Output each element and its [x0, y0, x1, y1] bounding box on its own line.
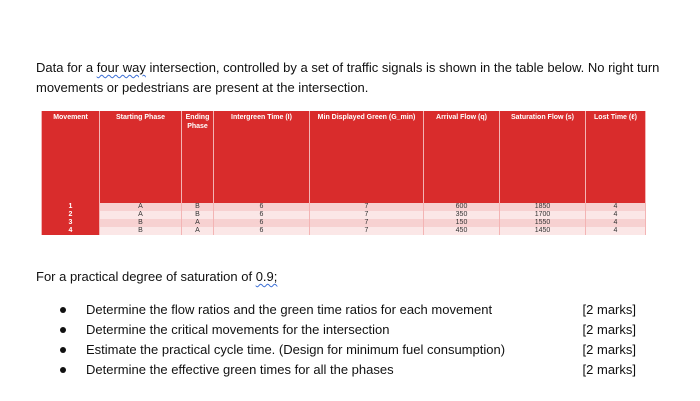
cell: B	[182, 203, 214, 211]
cell: 7	[310, 211, 424, 219]
data-table	[41, 111, 646, 235]
table-row	[42, 211, 646, 219]
task-text: Determine the effective green times for all the phases	[86, 362, 394, 377]
practical-saturation-line	[36, 268, 277, 286]
header-lost-time: Lost Time (ℓ)	[586, 111, 646, 203]
cell: 150	[424, 219, 500, 227]
task-text: Estimate the practical cycle time. (Design for minimum fuel consumption)	[86, 342, 506, 357]
header-min-displayed-green: Min Displayed Green (G_min)	[310, 111, 424, 203]
task-marks: [2 marks]	[582, 322, 636, 337]
task-text: Determine the flow ratios and the green time ratios for each movement	[86, 302, 493, 317]
header-ending-phase: Ending Phase	[182, 111, 214, 203]
cell: 4	[586, 227, 646, 235]
cell: A	[182, 227, 214, 235]
cell: 600	[424, 203, 500, 211]
cell: 7	[310, 203, 424, 211]
cell: A	[100, 211, 182, 219]
cell: 1700	[500, 211, 586, 219]
cell: B	[100, 227, 182, 235]
task-marks: [2 marks]	[582, 342, 636, 357]
table-row	[42, 219, 646, 227]
cell: 7	[310, 219, 424, 227]
cell-movement: 4	[42, 227, 100, 235]
cell-movement: 1	[42, 203, 100, 211]
cell: 4	[586, 203, 646, 211]
bullet-icon	[60, 347, 66, 353]
intro-suffix: intersection, controlled by a set of traffic signals is shown in the table below. No right turn movements or pedestrians are present at the intersection.	[36, 60, 660, 95]
bullet-icon	[60, 327, 66, 333]
intro-paragraph	[36, 58, 666, 98]
task-marks: [2 marks]	[582, 362, 636, 377]
cell: 1450	[500, 227, 586, 235]
header-intergreen-time: Intergreen Time (I)	[214, 111, 310, 203]
task-list	[60, 300, 650, 380]
bullet-icon	[60, 367, 66, 373]
cell: A	[100, 203, 182, 211]
cell: 6	[214, 211, 310, 219]
table-row	[42, 227, 646, 235]
header-movement: Movement	[42, 111, 100, 203]
intro-prefix: Data for a	[36, 60, 97, 75]
cell: B	[100, 219, 182, 227]
bullet-icon	[60, 307, 66, 313]
cell: 6	[214, 219, 310, 227]
practical-prefix: For a practical degree of saturation of	[36, 269, 256, 284]
cell: B	[182, 211, 214, 219]
cell: 6	[214, 203, 310, 211]
list-item	[60, 340, 650, 360]
cell: 1850	[500, 203, 586, 211]
table-row	[42, 203, 646, 211]
cell-movement: 3	[42, 219, 100, 227]
header-arrival-flow: Arrival Flow (q)	[424, 111, 500, 203]
intro-highlight: four way	[96, 60, 146, 75]
practical-value: 0.9;	[255, 269, 278, 284]
cell: 1550	[500, 219, 586, 227]
cell-movement: 2	[42, 211, 100, 219]
header-starting-phase: Starting Phase	[100, 111, 182, 203]
cell: 350	[424, 211, 500, 219]
header-saturation-flow: Saturation Flow (s)	[500, 111, 586, 203]
table-header-row	[42, 111, 646, 203]
list-item	[60, 360, 650, 380]
cell: 7	[310, 227, 424, 235]
list-item	[60, 320, 650, 340]
cell: 4	[586, 211, 646, 219]
cell: 6	[214, 227, 310, 235]
task-marks: [2 marks]	[582, 302, 636, 317]
list-item	[60, 300, 650, 320]
cell: 4	[586, 219, 646, 227]
task-text: Determine the critical movements for the intersection	[86, 322, 390, 337]
cell: A	[182, 219, 214, 227]
cell: 450	[424, 227, 500, 235]
